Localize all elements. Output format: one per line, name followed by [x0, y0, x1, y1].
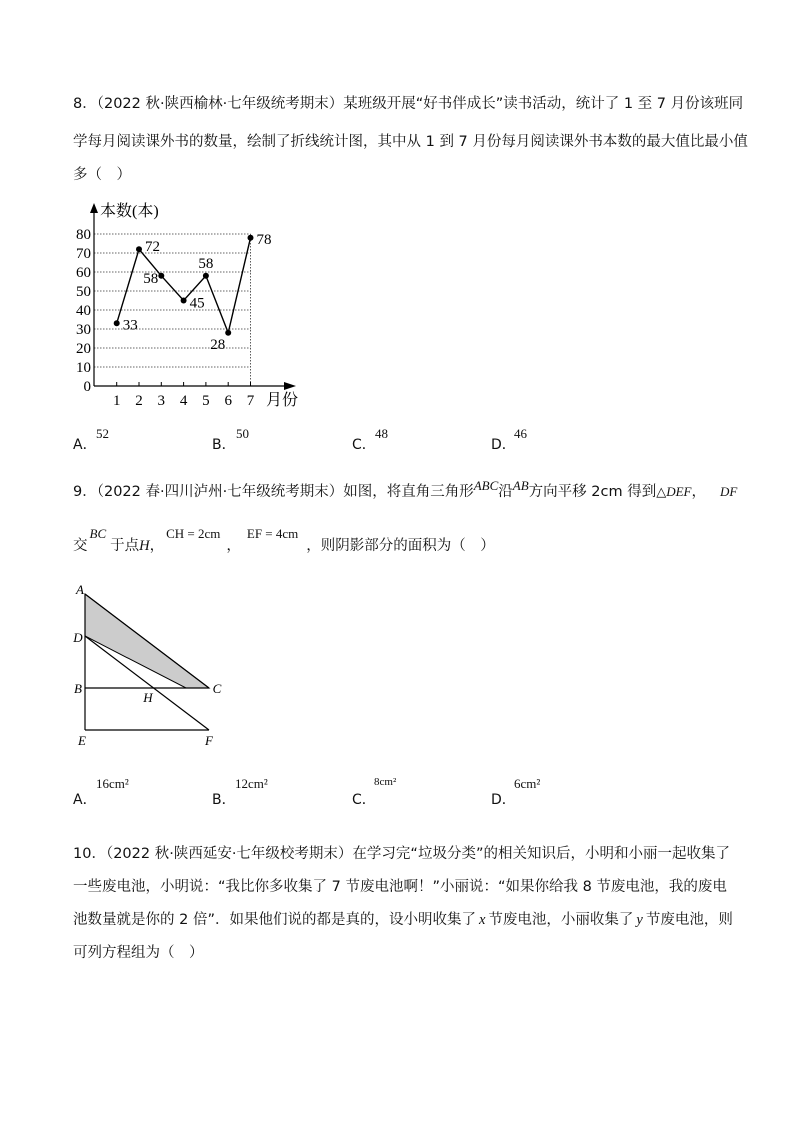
y-axis-arrow [90, 203, 98, 213]
ytick-label-10: 10 [76, 360, 91, 376]
q9-option-c-letter[interactable]: C． [352, 792, 376, 808]
x-axis-arrow [284, 382, 296, 390]
q10-line3-part3: 节废电池，则 [645, 912, 733, 928]
ytick-label-80: 80 [76, 227, 91, 243]
q8-option-d-letter[interactable]: D． [491, 437, 516, 453]
q8-option-c-value: 48 [375, 426, 388, 441]
label-c: C [212, 681, 222, 696]
data-point-6 [225, 330, 231, 336]
data-label-3: 58 [143, 270, 159, 287]
q9-line2-part2: 于点 [110, 538, 140, 554]
data-label-5: 58 [198, 255, 214, 272]
q9-line1-part3: 方向平移 2cm 得到 [528, 484, 657, 500]
xtick-label-5: 5 [202, 393, 210, 409]
ytick-label-50: 50 [76, 284, 91, 300]
q8-text-line3: 多（ ） [73, 167, 131, 183]
q9-ch: CH = 2cm [166, 526, 221, 541]
xtick-label-3: 3 [157, 393, 166, 409]
q10-text-line3 [73, 908, 733, 929]
triangle-figure [70, 580, 240, 750]
label-f: F [205, 733, 213, 748]
data-point-5 [203, 273, 209, 279]
data-point-3 [158, 273, 164, 279]
q9-h: H [139, 538, 150, 554]
q9-option-a-letter[interactable]: A． [73, 792, 97, 808]
q8-option-d-value: 46 [514, 426, 527, 441]
label-d: D [73, 630, 83, 645]
q9-option-d-letter[interactable]: D． [491, 792, 516, 808]
label-a: A [76, 582, 84, 597]
x-axis-title: 月份 [266, 392, 299, 409]
q9-line1-part2: 沿 [498, 484, 513, 500]
q9-text-line1 [73, 480, 737, 501]
q9-abc: ABC [473, 478, 499, 493]
q10-text-line2: 一些废电池，小明说：“我比你多收集了 7 节废电池啊！”小丽说：“如果你给我 8 节废电池，我的废电 [73, 879, 727, 895]
q8-option-a-letter[interactable]: A． [73, 437, 97, 453]
data-label-7: 78 [256, 231, 272, 248]
ytick-label-60: 60 [76, 265, 91, 281]
q9-df: DF [719, 484, 738, 499]
q10-var-x: x [478, 912, 486, 928]
q10-var-y: y [636, 912, 643, 928]
q8-option-c-letter[interactable]: C． [352, 437, 376, 453]
q9-line2-part5: ，则阴影部分的面积为（ ） [306, 538, 495, 554]
q10-text-line4: 可列方程组为（ ） [73, 945, 204, 961]
xtick-label-2: 2 [135, 393, 143, 409]
xtick-label-6: 6 [224, 393, 232, 409]
q9-option-b-letter[interactable]: B． [212, 792, 236, 808]
q8-option-a-value: 52 [96, 426, 109, 441]
q9-line2-part4: ， [226, 538, 241, 554]
q10-line3-part2: 节废电池，小丽收集了 [488, 912, 634, 928]
ytick-label-70: 70 [76, 246, 91, 262]
data-point-7 [248, 235, 254, 241]
data-label-6: 28 [210, 336, 226, 353]
q9-ab: AB [512, 478, 529, 493]
q8-option-b-value: 50 [236, 426, 249, 441]
q10-line3-part1: 池数量就是你的 2 倍”．如果他们说的都是真的，设小明收集了 [73, 912, 476, 928]
label-e: E [78, 733, 86, 748]
data-label-1: 33 [122, 317, 138, 334]
q9-line1-part1: 9．（2022 春·四川泸州·七年级统考期末）如图，将直角三角形 [73, 484, 474, 500]
q8-text-line2: 学每月阅读课外书的数量，绘制了折线统计图，其中从 1 到 7 月份每月阅读课外书本数的最大值比最小值 [73, 134, 748, 150]
q8-text-line1: 8．（2022 秋·陕西榆林·七年级统考期末）某班级开展“好书伴成长”读书活动，统计了 1 至 7 月份该班同 [73, 96, 744, 112]
data-point-2 [136, 246, 142, 252]
line-chart [60, 195, 320, 415]
data-label-4: 45 [189, 295, 205, 312]
q9-option-d-value: 6cm² [514, 776, 541, 791]
q9-line2-part1: 交 [73, 538, 88, 554]
data-label-2: 72 [145, 239, 160, 256]
label-h: H [143, 690, 153, 705]
q9-option-b-value: 12cm² [235, 776, 268, 791]
label-b: B [74, 681, 82, 696]
q9-comma: ， [691, 484, 706, 500]
ytick-label-30: 30 [76, 322, 91, 338]
q9-option-c-value: 8cm² [374, 776, 397, 788]
xtick-label-7: 7 [246, 393, 255, 409]
q9-bc: BC [89, 526, 107, 541]
q10-text-line1: 10．（2022 秋·陕西延安·七年级校考期末）在学习完“垃圾分类”的相关知识后，小明和小丽一起收集了 [73, 846, 730, 862]
q9-ef: EF = 4cm [246, 526, 299, 541]
q9-text-line2 [73, 522, 495, 554]
q8-option-b-letter[interactable]: B． [212, 437, 236, 453]
q9-line2-part3: ， [149, 538, 165, 554]
ytick-label-20: 20 [76, 341, 91, 357]
data-point-1 [114, 320, 120, 326]
y-axis-title: 本数(本) [100, 203, 159, 220]
xtick-label-1: 1 [112, 393, 121, 409]
ytick-label-40: 40 [76, 303, 91, 319]
q9-option-a-value: 16cm² [96, 776, 129, 791]
q9-def: △DEF [656, 484, 692, 499]
data-point-4 [181, 298, 187, 304]
xtick-label-4: 4 [179, 393, 188, 409]
ytick-label-0: 0 [83, 379, 91, 395]
